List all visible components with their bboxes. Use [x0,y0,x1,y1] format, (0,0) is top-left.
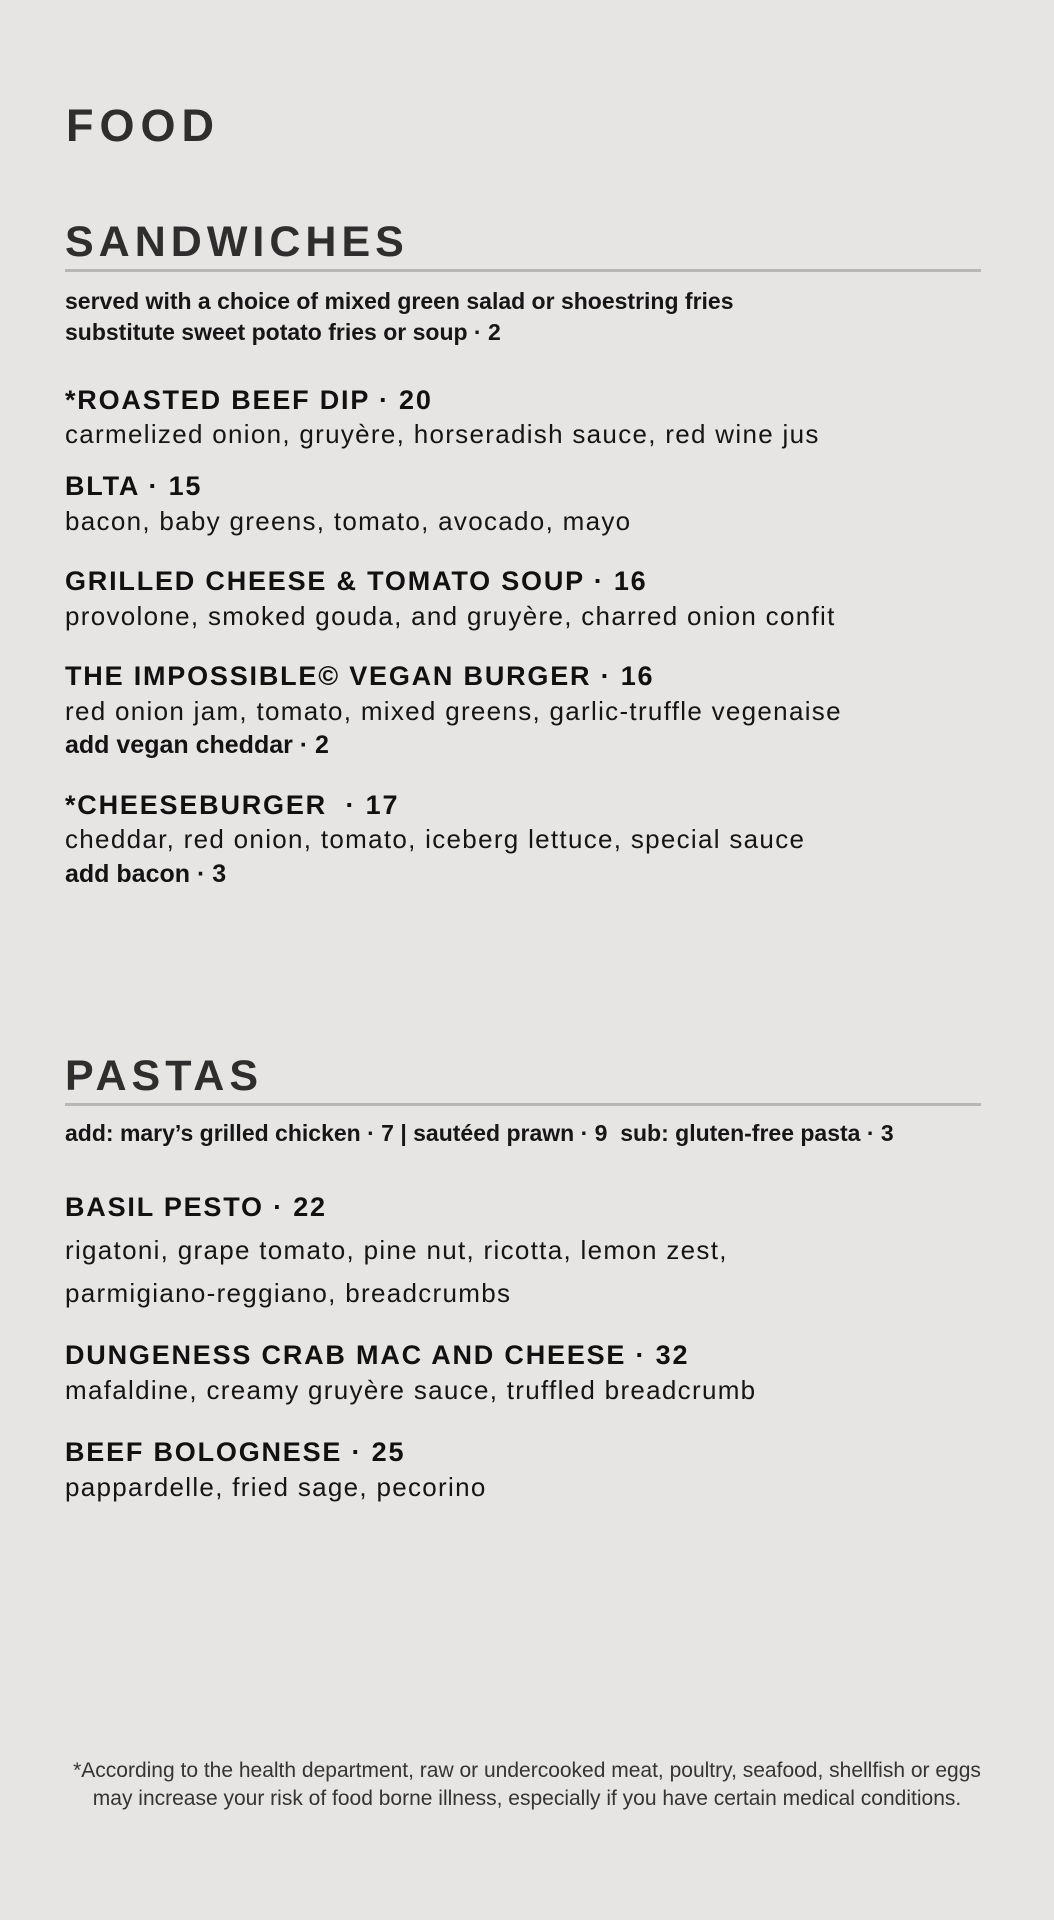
menu-item-impossible-vegan-burger [65,660,981,763]
health-disclaimer-line-1: *According to the health department, raw or undercooked meat, poultry, seafood, shellfish or eggs [73,1759,981,1782]
menu-item-title: BASIL PESTO · 22 [65,1192,327,1223]
menu-item-description: red onion jam, tomato, mixed greens, garlic-truffle vegenaise [65,695,842,726]
menu-item-description: pappardelle, fried sage, pecorino [65,1472,487,1503]
menu-item-description-line-1: rigatoni, grape tomato, pine nut, ricotta, lemon zest, [65,1235,728,1266]
menu-item-title: DUNGENESS CRAB MAC AND CHEESE · 32 [65,1340,690,1371]
menu-item-addon: add vegan cheddar · 2 [65,730,329,759]
menu-item-description: carmelized onion, gruyère, horseradish sauce, red wine jus [65,419,820,450]
sandwiches-note-line-1: served with a choice of mixed green salad or shoestring fries [65,288,734,315]
menu-item-description: mafaldine, creamy gruyère sauce, truffled breadcrumb [65,1375,757,1406]
menu-item-description: bacon, baby greens, tomato, avocado, mayo [65,506,632,537]
menu-item-title: *ROASTED BEEF DIP · 20 [65,384,433,415]
menu-item-blta [65,470,981,539]
pastas-title: PASTAS [65,1052,264,1100]
pastas-section [65,1053,981,1505]
menu-item-title: BLTA · 15 [65,471,203,502]
menu-item-grilled-cheese [65,565,981,634]
menu-item-title: GRILLED CHEESE & TOMATO SOUP · 16 [65,566,648,597]
menu-item-title: *CHEESEBURGER · 17 [65,789,400,820]
menu-item-description-line-2: parmigiano-reggiano, breadcrumbs [65,1278,512,1309]
sandwiches-divider [65,269,981,272]
menu-item-dungeness-crab-mac [65,1339,981,1408]
menu-item-title: THE IMPOSSIBLE© VEGAN BURGER · 16 [65,661,655,692]
food-title: FOOD [66,100,220,151]
menu-item-basil-pesto [65,1191,981,1311]
sandwiches-section [65,219,981,891]
sandwiches-note-line-2: substitute sweet potato fries or soup · 2 [65,319,501,346]
menu-item-addon: add bacon · 3 [65,859,227,888]
menu-item-title: BEEF BOLOGNESE · 25 [65,1437,406,1468]
sandwiches-note [65,286,981,348]
menu-item-description: provolone, smoked gouda, and gruyère, charred onion confit [65,600,836,631]
menu-item-description: cheddar, red onion, tomato, iceberg lettuce, special sauce [65,824,806,855]
health-disclaimer [60,1757,994,1814]
menu-item-roasted-beef-dip [65,384,981,453]
pastas-divider [65,1103,981,1106]
health-disclaimer-line-2: may increase your risk of food borne illness, especially if you have certain medical conditions. [92,1787,962,1811]
pastas-note: add: mary’s grilled chicken · 7 | sautéed prawn · 9 sub: gluten-free pasta · 3 [65,1120,894,1147]
menu-item-beef-bolognese [65,1436,981,1505]
menu-item-cheeseburger [65,789,981,892]
sandwiches-title: SANDWICHES [65,218,409,266]
